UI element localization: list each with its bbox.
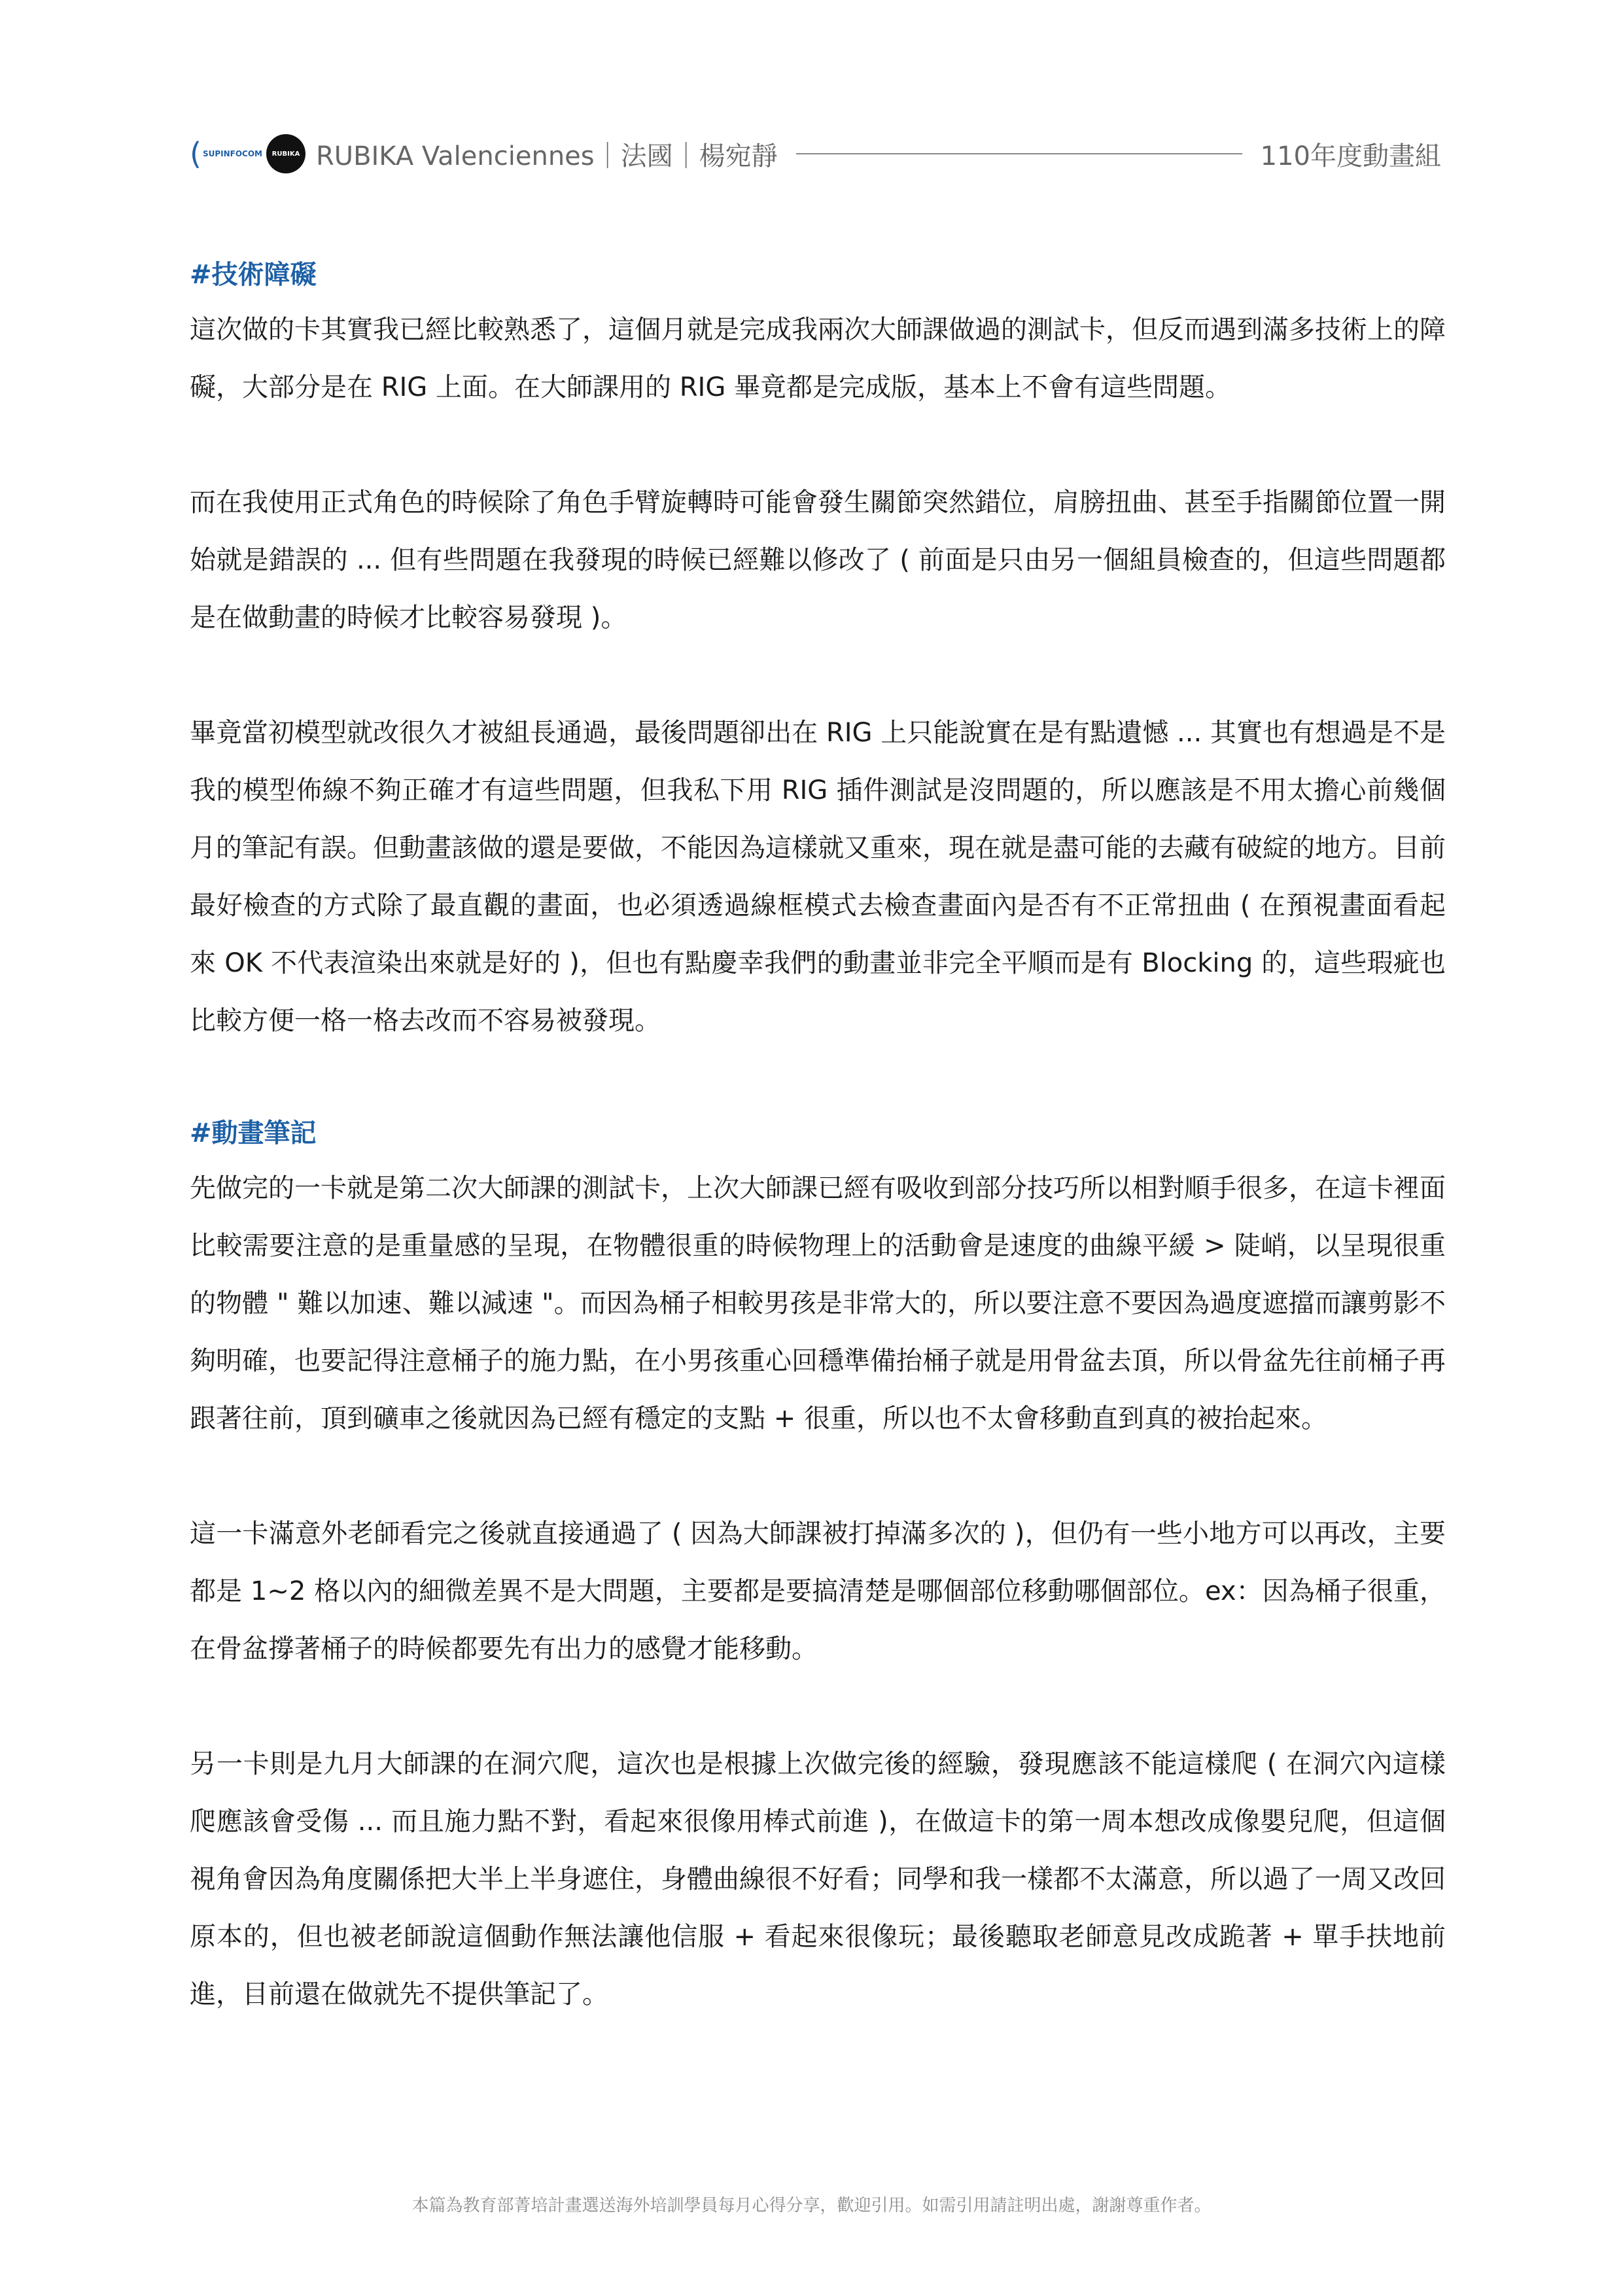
school-logo [190, 134, 305, 173]
logo-supinfocom-text: SUPINFOCOM [202, 149, 262, 158]
page-footer: 本篇為教育部菁培計畫選送海外培訓學員每月心得分享，歡迎引用。如需引用請註明出處，謝謝尊重作者。 [411, 2196, 1212, 2216]
header-title: RUBIKA Valenciennes｜法國｜楊宛靜 [316, 141, 778, 171]
logo-rubika-badge: RUBIKA [266, 134, 305, 173]
paragraph: 這次做的卡其實我已經比較熟悉了，這個月就是完成我兩次大師課做過的測試卡，但反而遇到滿多技術上的障礙，大部分是在 RIG 上面。在大師課用的 RIG 畢竟都是完成版，基本上不會有這些問題。 [190, 315, 1446, 402]
section-heading: #技術障礙 [190, 260, 317, 290]
logo-bracket-icon: ( [190, 136, 201, 171]
paragraph: 先做完的一卡就是第二次大師課的測試卡，上次大師課已經有吸收到部分技巧所以相對順手很多，在這卡裡面比較需要注意的是重量感的呈現，在物體很重的時候物理上的活動會是速度的曲線平緩 > 陡峭，以呈現很重的物體 " 難以加速、難以減速 "。而因為桶子相較男孩是非常大的，所以要注意不要因為過度遮擋而讓剪影不夠明確，也要記得注意桶子的施力點，在小男孩重心回穩準備抬桶子就是用骨盆去頂，所以骨盆先往前桶子再跟著往前，頂到礦車之後就因為已經有穩定的支點 + 很重，所以也不太會移動直到真的被抬起來。 [190, 1173, 1446, 1434]
paragraph: 另一卡則是九月大師課的在洞穴爬，這次也是根據上次做完後的經驗，發現應該不能這樣爬 ( 在洞穴內這樣爬應該會受傷 ... 而且施力點不對，看起來很像用棒式前進 )，在做這卡的第一周本想改成像嬰兒爬，但這個視角會因為角度關係把大半上半身遮住，身體曲線很不好看；同學和我一樣都不太滿意，所以過了一周又改回原本的，但也被老師說這個動作無法讓他信服 + 看起來很像玩；最後聽取老師意見改成跪著 + 單手扶地前進，目前還在做就先不提供筆記了。 [190, 1749, 1446, 2009]
header-category: 110年度動畫組 [1260, 141, 1441, 171]
section-technical-obstacles [190, 249, 1446, 1050]
paragraph: 這一卡滿意外老師看完之後就直接通過了 ( 因為大師課被打掉滿多次的 )，但仍有一些小地方可以再改，主要都是 1~2 格以內的細微差異不是大問題，主要都是要搞清楚是哪個部位移動哪個部位。ex：因為桶子很重，在骨盆撐著桶子的時候都要先有出力的感覺才能移動。 [190, 1519, 1446, 1664]
paragraph: 畢竟當初模型就改很久才被組長通過，最後問題卻出在 RIG 上只能說實在是有點遺憾 ... 其實也有想過是不是我的模型佈線不夠正確才有這些問題，但我私下用 RIG 插件測試是沒問題的，所以應該是不用太擔心前幾個月的筆記有誤。但動畫該做的還是要做，不能因為這樣就又重來，現在就是盡可能的去藏有破綻的地方。目前最好檢查的方式除了最直觀的畫面，也必須透過線框模式去檢查畫面內是否有不正常扭曲 ( 在預視畫面看起來 OK 不代表渲染出來就是好的 )，但也有點慶幸我們的動畫並非完全平順而是有 Blocking 的，這些瑕疵也比較方便一格一格去改而不容易被發現。 [190, 718, 1446, 1036]
document-body [190, 249, 1446, 2023]
section-heading: #動畫筆記 [190, 1118, 317, 1148]
section-animation-notes [190, 1107, 1446, 2023]
header-divider [796, 153, 1242, 154]
page-header [190, 134, 1441, 173]
paragraph: 而在我使用正式角色的時候除了角色手臂旋轉時可能會發生關節突然錯位，肩膀扭曲、甚至手指關節位置一開始就是錯誤的 ... 但有些問題在我發現的時候已經難以修改了 ( 前面是只由另一個組員檢查的，但這些問題都是在做動畫的時候才比較容易發現 )。 [190, 487, 1446, 633]
